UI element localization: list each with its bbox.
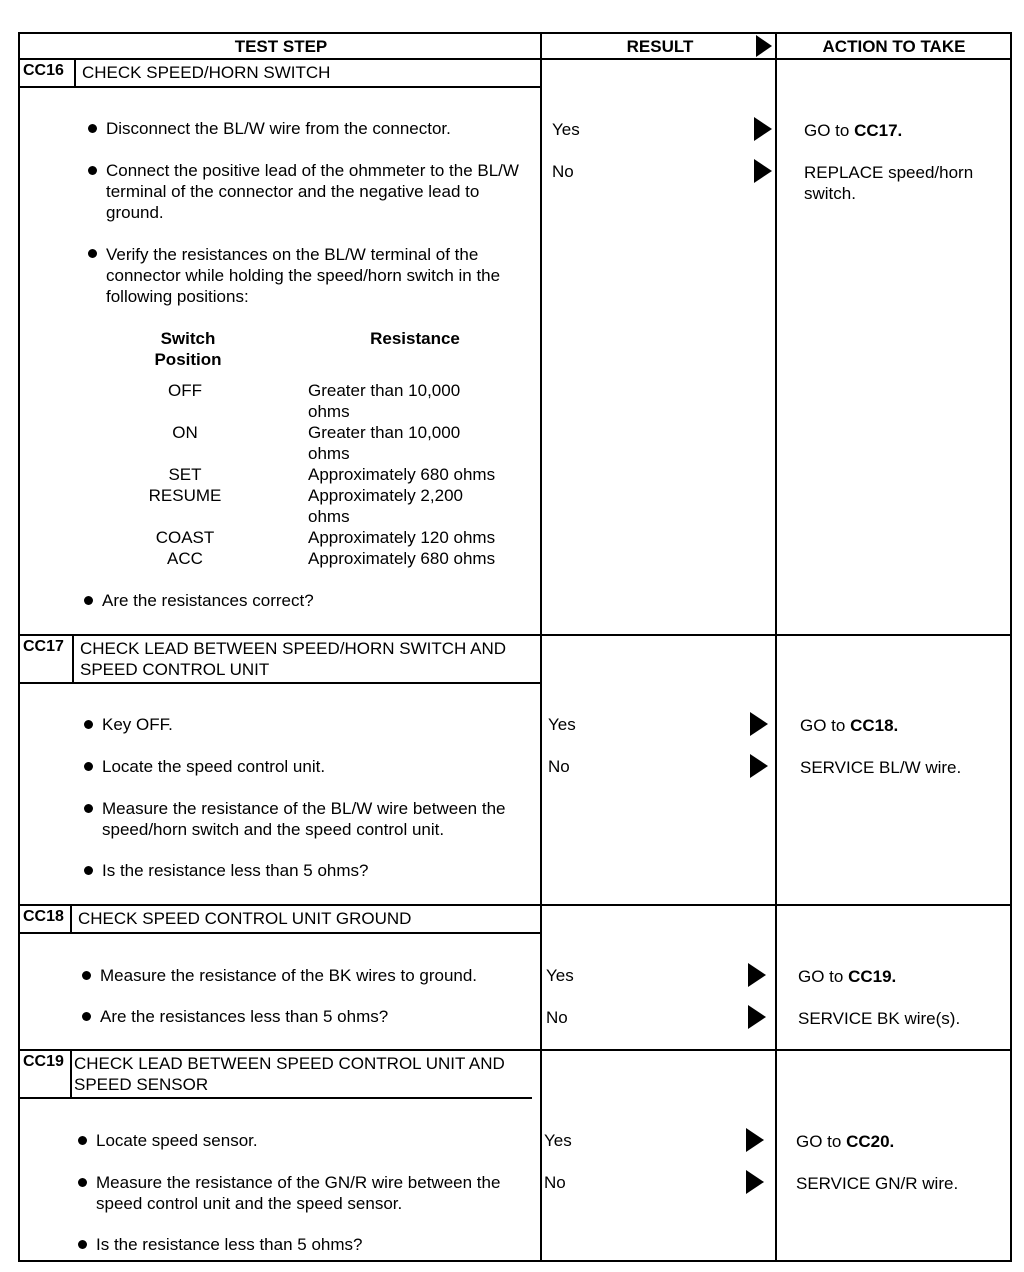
cc16-step: Disconnect the BL/W wire from the connector.	[106, 119, 451, 138]
cc19-result-yes: Yes	[544, 1131, 572, 1150]
cc18-action-no: SERVICE BK wire(s).	[798, 1009, 961, 1028]
arrow-right-icon	[746, 1170, 764, 1194]
diagnostic-table	[18, 32, 1012, 1262]
cc16-code: CC16	[20, 60, 76, 86]
cc18-question: Are the resistances less than 5 ohms?	[100, 1007, 389, 1026]
cc19-title: CHECK LEAD BETWEEN SPEED CONTROL UNIT AND SPEED SENSOR	[74, 1054, 505, 1094]
table-cell-resistance: Approximately 680 ohms	[308, 465, 496, 484]
table-cell-position: RESUME	[148, 486, 222, 505]
header-result: RESULT	[542, 34, 778, 60]
cc16-action-no: REPLACE speed/horn switch.	[804, 163, 974, 203]
cc16-question: Are the resistances correct?	[102, 591, 314, 610]
bullet-icon	[78, 1178, 87, 1187]
cc19-question: Is the resistance less than 5 ohms?	[96, 1235, 363, 1254]
cc17-action-yes: GO to CC18.	[800, 716, 899, 735]
cc17-title: CHECK LEAD BETWEEN SPEED/HORN SWITCH AND SPEED CONTROL UNIT	[80, 639, 507, 679]
cc17-result-yes: Yes	[548, 715, 576, 734]
bullet-icon	[78, 1136, 87, 1145]
divider-action	[775, 34, 777, 1260]
table-cell-resistance: Approximately 2,200 ohms	[308, 486, 463, 526]
bullet-icon	[84, 596, 93, 605]
cc18-title-bar	[20, 906, 542, 934]
arrow-right-icon	[750, 754, 768, 778]
arrow-right-icon	[748, 1005, 766, 1029]
cc18-action-yes: GO to CC19.	[798, 967, 897, 986]
arrow-right-icon	[754, 117, 772, 141]
table-cell-position: OFF	[168, 381, 202, 400]
table-cell-resistance: Approximately 680 ohms	[308, 549, 496, 568]
cc17-result-no: No	[548, 757, 570, 776]
table-cell-position: ACC	[167, 549, 203, 568]
cc19-step: Locate speed sensor.	[96, 1131, 258, 1150]
cc16-title-bar	[20, 60, 542, 88]
table-cell-position: COAST	[155, 528, 215, 547]
bullet-icon	[78, 1240, 87, 1249]
cc19-action-yes: GO to CC20.	[796, 1132, 895, 1151]
table-cell-position: SET	[168, 465, 202, 484]
bullet-icon	[82, 1012, 91, 1021]
cc17-step: Locate the speed control unit.	[102, 757, 326, 776]
header-test-step: TEST STEP	[20, 34, 542, 60]
arrow-right-icon	[746, 1128, 764, 1152]
bullet-icon	[88, 166, 97, 175]
bullet-icon	[84, 866, 93, 875]
cc17-step: Key OFF.	[102, 715, 173, 734]
cc16-result-yes: Yes	[552, 120, 580, 139]
bullet-icon	[84, 762, 93, 771]
cc19-result-no: No	[544, 1173, 566, 1192]
arrow-right-icon	[754, 159, 772, 183]
arrow-right-icon	[748, 963, 766, 987]
table-header-switch-position: Switch Position	[154, 329, 222, 369]
cc16-title: CHECK SPEED/HORN SWITCH	[82, 63, 331, 82]
arrow-right-icon	[750, 712, 768, 736]
cc16-action-yes: GO to CC17.	[804, 121, 903, 140]
table-cell-resistance: Approximately 120 ohms	[308, 528, 496, 547]
cc18-result-yes: Yes	[546, 966, 574, 985]
cc18-title: CHECK SPEED CONTROL UNIT GROUND	[78, 909, 412, 928]
table-cell-position: ON	[172, 423, 198, 442]
bullet-icon	[88, 249, 97, 258]
cc17-question: Is the resistance less than 5 ohms?	[102, 861, 369, 880]
cc18-step: Measure the resistance of the BK wires to ground.	[100, 966, 478, 985]
cc18-code: CC18	[20, 906, 72, 932]
bullet-icon	[84, 804, 93, 813]
bullet-icon	[88, 124, 97, 133]
cc19-title-bar	[20, 1051, 532, 1099]
cc16-step: Connect the positive lead of the ohmmeter to the BL/W terminal of the connector and the negative lead to ground.	[106, 161, 519, 222]
cc18-result-no: No	[546, 1008, 568, 1027]
cc16-result-no: No	[552, 162, 574, 181]
table-cell-resistance: Greater than 10,000 ohms	[308, 423, 461, 463]
bullet-icon	[82, 971, 91, 980]
table-header-resistance: Resistance	[370, 329, 460, 348]
cc17-code: CC17	[20, 636, 74, 682]
cc19-step: Measure the resistance of the GN/R wire between the speed control unit and the speed sensor.	[96, 1173, 501, 1213]
cc17-title-bar	[20, 636, 542, 684]
cc17-action-no: SERVICE BL/W wire.	[800, 758, 962, 777]
bullet-icon	[84, 720, 93, 729]
header-arrow-icon	[756, 35, 772, 57]
header-action: ACTION TO TAKE	[778, 34, 1010, 60]
cc17-step: Measure the resistance of the BL/W wire between the speed/horn switch and the speed control unit.	[102, 799, 506, 839]
table-cell-resistance: Greater than 10,000 ohms	[308, 381, 461, 421]
cc16-step: Verify the resistances on the BL/W terminal of the connector while holding the speed/horn switch in the following positions:	[106, 245, 501, 306]
cc19-action-no: SERVICE GN/R wire.	[796, 1174, 959, 1193]
cc19-code: CC19	[20, 1051, 72, 1097]
